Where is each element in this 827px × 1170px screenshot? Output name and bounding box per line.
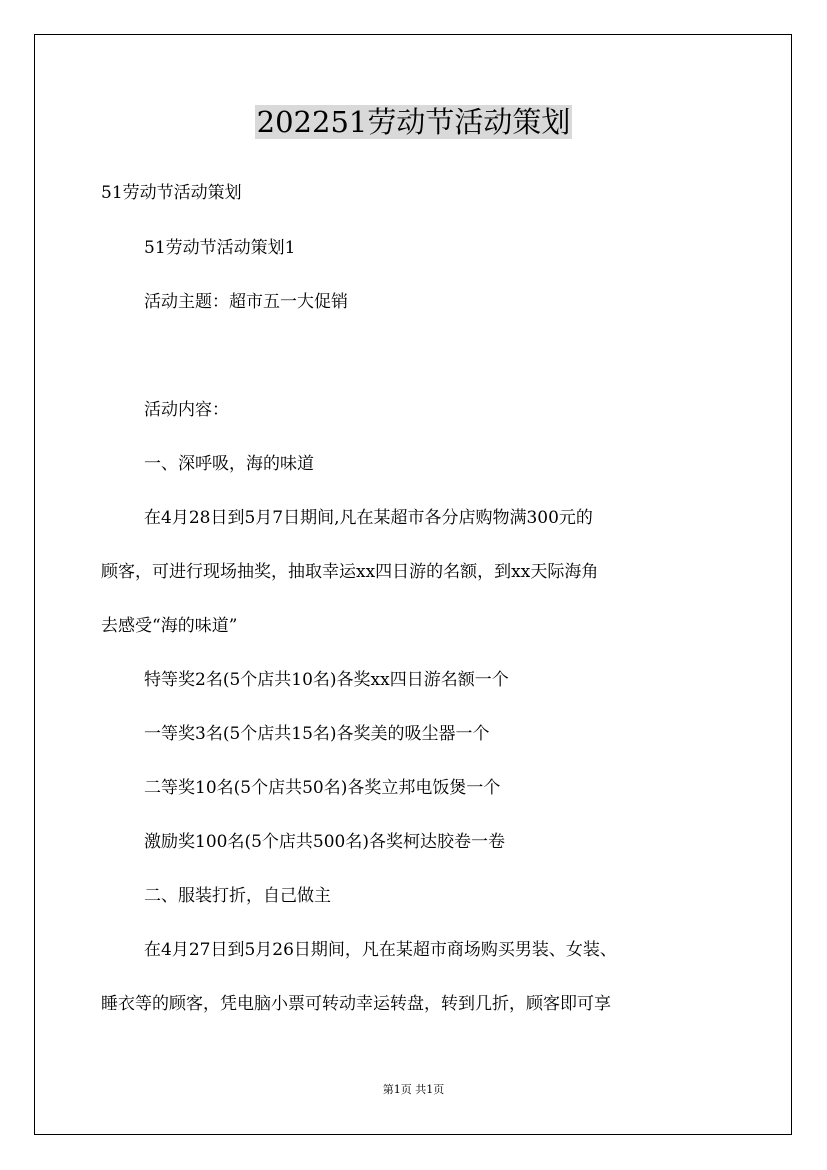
doc-line: 一、深呼吸，海的味道 xyxy=(144,454,314,474)
doc-line: 在4月28日到5月7日期间,凡在某超市各分店购物满300元的 xyxy=(144,508,593,528)
doc-line: 特等奖2名(5个店共10名)各奖xx四日游名额一个 xyxy=(144,670,509,690)
doc-line: 活动内容： xyxy=(144,400,229,420)
doc-line: 二、服装打折，自己做主 xyxy=(144,886,331,906)
doc-line: 睡衣等的顾客，凭电脑小票可转动幸运转盘，转到几折，顾客即可享 xyxy=(101,994,611,1014)
document-title: 202251劳动节活动策划 xyxy=(256,105,571,139)
page-number: 第1页 共1页 xyxy=(382,1083,445,1096)
doc-line: 一等奖3名(5个店共15名)各奖美的吸尘器一个 xyxy=(144,724,490,744)
doc-line: 在4月27日到5月26日期间，凡在某超市商场购买男装、女装、 xyxy=(144,940,617,960)
doc-line: 51劳动节活动策划 xyxy=(101,183,242,203)
doc-line: 激励奖100名(5个店共500名)各奖柯达胶卷一卷 xyxy=(144,832,505,852)
doc-line: 51劳动节活动策划1 xyxy=(144,238,296,258)
doc-line: 活动主题：超市五一大促销 xyxy=(144,292,348,312)
doc-line: 去感受“海的味道” xyxy=(101,616,238,636)
doc-line: 顾客，可进行现场抽奖，抽取幸运xx四日游的名额，到xx天际海角 xyxy=(101,562,599,582)
doc-line: 二等奖10名(5个店共50名)各奖立邦电饭煲一个 xyxy=(144,778,501,798)
